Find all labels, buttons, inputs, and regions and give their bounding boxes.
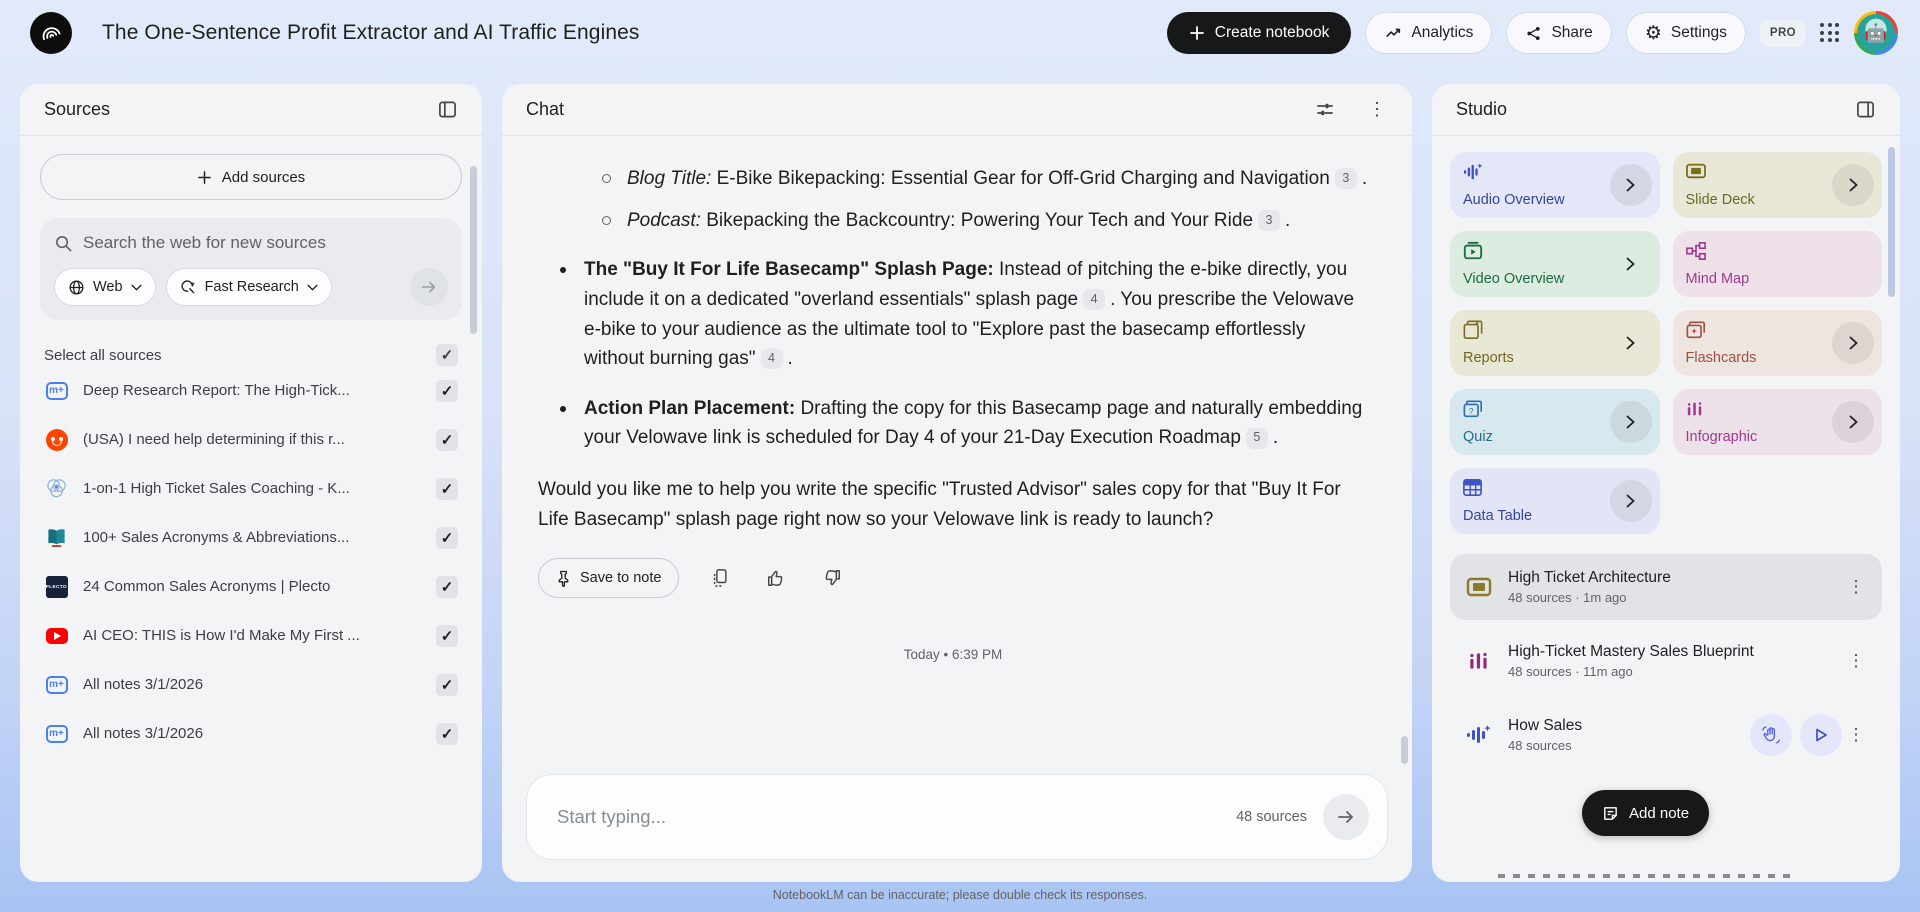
svg-text:?: ? xyxy=(1468,406,1474,416)
notebooklm-note-icon: m+ xyxy=(44,676,69,694)
sources-panel-title: Sources xyxy=(44,99,111,119)
citation-chip[interactable]: 4 xyxy=(761,348,783,369)
tile-label: Video Overview xyxy=(1463,271,1565,287)
disclaimer-text: NotebookLM can be inaccurate; please double check its responses. xyxy=(772,888,1148,902)
send-button[interactable] xyxy=(1323,794,1369,840)
citation-chip[interactable]: 3 xyxy=(1258,210,1280,231)
source-title: (USA) I need help determining if this r... xyxy=(83,431,345,448)
studio-item-title: High-Ticket Mastery Sales Blueprint xyxy=(1508,643,1754,660)
studio-item-meta: 48 sources · 1m ago xyxy=(1508,590,1627,605)
bullet-lead: The "Buy It For Life Basecamp" Splash Page: xyxy=(584,259,994,281)
source-title: 24 Common Sales Acronyms | Plecto xyxy=(83,578,331,595)
web-chip-label: Web xyxy=(93,279,123,295)
chat-closing-question: Would you like me to help you write the specific "Trusted Advisor" sales copy for that "Buy It For Life Basecamp" splash page right now so your Velowave link is ready to launch? xyxy=(538,479,1341,530)
sources-scrollbar[interactable] xyxy=(470,166,477,334)
bullet-lead: Action Plan Placement: xyxy=(584,397,796,419)
chat-bullet: Action Plan Placement: Drafting the copy for this Basecamp page and naturally embedding your Velowave link is scheduled for Day 4 of your 21-Day Execution Roadmap 5 . xyxy=(560,394,1368,453)
chevron-right-icon[interactable] xyxy=(1610,322,1652,364)
studio-scrollbar[interactable] xyxy=(1888,147,1895,297)
studio-item-partial xyxy=(1498,874,1798,878)
sub-bullet-text: E-Bike Bikepacking: Essential Gear for Off-Grid Charging and Navigation xyxy=(711,168,1330,189)
bullet-marker xyxy=(560,406,566,412)
source-row[interactable] xyxy=(40,562,462,611)
notebooklm-note-icon: m+ xyxy=(44,725,69,743)
tile-label: Flashcards xyxy=(1685,350,1757,366)
share-label: Share xyxy=(1551,24,1593,41)
play-icon xyxy=(1813,727,1829,743)
settings-button[interactable] xyxy=(1626,12,1746,54)
studio-artifact-list xyxy=(1450,554,1882,768)
sub-bullet-text: Bikepacking the Backcountry: Powering Your Tech and Your Ride xyxy=(700,209,1254,231)
chat-more-options-icon[interactable]: ⋮ xyxy=(1368,99,1386,119)
chevron-down-icon xyxy=(307,284,318,291)
tile-audio-overview[interactable] xyxy=(1450,152,1660,218)
source-count: 48 sources xyxy=(1236,809,1307,825)
studio-item[interactable] xyxy=(1450,628,1882,694)
plus-icon xyxy=(1189,25,1205,41)
infographic-icon xyxy=(1464,649,1494,673)
item-more-options-icon[interactable]: ⋮ xyxy=(1847,651,1865,670)
collapse-sources-panel-icon[interactable] xyxy=(432,95,462,125)
tile-flashcards[interactable] xyxy=(1673,310,1883,376)
source-row[interactable] xyxy=(40,513,462,562)
studio-tile-grid xyxy=(1450,152,1882,534)
user-avatar[interactable] xyxy=(1854,11,1898,55)
notebooklm-logo-icon[interactable] xyxy=(30,12,72,54)
add-note-button[interactable] xyxy=(1582,790,1709,836)
chat-bullet: The "Buy It For Life Basecamp" Splash Page: Instead of pitching the e-bike directly, you include it on a dedicated "overland essentials" splash page 4 . You prescribe the Velowave e-bike to your audience as the ultimate tool to "Explore past the basecamp effortlessly without burning gas" 4 . xyxy=(560,255,1368,374)
chat-panel xyxy=(502,84,1412,882)
chat-input-bar xyxy=(526,774,1388,860)
source-row[interactable] xyxy=(40,366,462,415)
arrow-right-icon xyxy=(1336,807,1356,827)
save-to-note-button[interactable] xyxy=(538,558,679,598)
chat-scrollbar[interactable] xyxy=(1401,736,1408,764)
chevron-right-icon[interactable] xyxy=(1832,322,1874,364)
studio-panel xyxy=(1432,84,1900,882)
google-apps-grid-icon[interactable] xyxy=(1820,23,1840,43)
source-row[interactable] xyxy=(40,415,462,464)
video-overview-icon xyxy=(1462,241,1484,261)
chevron-down-icon xyxy=(131,284,142,291)
chevron-right-icon[interactable] xyxy=(1610,164,1652,206)
share-button[interactable] xyxy=(1506,12,1611,54)
analytics-button[interactable] xyxy=(1365,12,1492,54)
item-more-options-icon[interactable]: ⋮ xyxy=(1847,725,1865,744)
slide-deck-icon xyxy=(1685,162,1707,180)
add-sources-label: Add sources xyxy=(221,168,306,186)
chevron-right-icon[interactable] xyxy=(1610,401,1652,443)
interactive-mode-button[interactable] xyxy=(1750,714,1792,756)
source-title: 1-on-1 High Ticket Sales Coaching - K... xyxy=(83,480,350,497)
slide-deck-icon xyxy=(1464,577,1494,597)
sub-bullet-label: Podcast: xyxy=(627,209,701,231)
avatar-robot-image: 🤖 xyxy=(1857,14,1895,52)
share-icon xyxy=(1525,25,1542,42)
response-actions xyxy=(538,558,1368,598)
sources-panel xyxy=(20,84,482,882)
tile-reports[interactable] xyxy=(1450,310,1660,376)
tile-label: Infographic xyxy=(1685,429,1758,445)
citation-chip[interactable]: 5 xyxy=(1246,428,1268,449)
notebook-title: The One-Sentence Profit Extractor and AI Traffic Engines xyxy=(102,21,640,44)
trending-up-icon xyxy=(1384,24,1402,42)
infographic-icon xyxy=(1685,399,1705,419)
mind-map-icon xyxy=(1685,241,1707,261)
play-button[interactable] xyxy=(1800,714,1842,756)
citation-chip[interactable]: 4 xyxy=(1083,289,1105,310)
globe-icon xyxy=(68,279,85,296)
tile-label: Slide Deck xyxy=(1685,192,1755,208)
chevron-right-icon[interactable] xyxy=(1832,401,1874,443)
source-row[interactable] xyxy=(40,660,462,709)
select-all-row xyxy=(40,344,462,366)
research-sparkle-icon xyxy=(180,279,197,296)
tile-label: Data Table xyxy=(1463,508,1533,524)
chevron-right-icon[interactable] xyxy=(1610,480,1652,522)
create-notebook-label: Create notebook xyxy=(1214,24,1330,41)
copy-icon[interactable] xyxy=(705,563,735,593)
tile-label: Audio Overview xyxy=(1463,192,1565,208)
flashcards-icon xyxy=(1685,320,1707,340)
tile-label: Mind Map xyxy=(1685,271,1750,287)
thumbs-down-icon[interactable] xyxy=(817,563,847,593)
gear-icon: ⚙ xyxy=(1644,22,1662,44)
source-search-input[interactable] xyxy=(83,233,448,253)
collapse-studio-panel-icon[interactable] xyxy=(1850,95,1880,125)
source-checkbox[interactable]: ✓ xyxy=(436,625,458,647)
plus-icon xyxy=(197,170,212,185)
create-notebook-button[interactable] xyxy=(1167,12,1352,54)
chat-input[interactable] xyxy=(557,806,1236,828)
plecto-icon: PLECTO xyxy=(44,576,69,598)
search-submit-button[interactable] xyxy=(410,268,448,306)
arrow-right-icon xyxy=(420,278,438,296)
web-source-type-dropdown[interactable] xyxy=(54,268,156,306)
book-icon xyxy=(44,527,69,548)
hollow-bullet-marker xyxy=(602,216,611,225)
tile-quiz[interactable] xyxy=(1450,389,1660,455)
research-mode-dropdown[interactable] xyxy=(166,268,332,306)
pin-icon xyxy=(556,570,571,587)
top-bar xyxy=(0,0,1920,66)
add-note-label: Add note xyxy=(1629,804,1690,822)
source-checkbox[interactable]: ✓ xyxy=(436,429,458,451)
source-checkbox[interactable]: ✓ xyxy=(436,576,458,598)
source-checkbox[interactable]: ✓ xyxy=(436,380,458,402)
tile-label: Quiz xyxy=(1463,429,1493,445)
studio-panel-title: Studio xyxy=(1456,99,1508,119)
fast-research-chip-label: Fast Research xyxy=(204,279,299,295)
source-title: All notes 3/1/2026 xyxy=(83,676,204,693)
studio-item-title: How Sales xyxy=(1508,717,1583,734)
note-icon xyxy=(1602,805,1619,822)
settings-label: Settings xyxy=(1670,24,1727,41)
chat-sub-bullet: Blog Title: E-Bike Bikepacking: Essential Gear for Off-Grid Charging and Navigation 3 . xyxy=(602,164,1368,194)
web-search-card xyxy=(40,218,462,320)
studio-item-meta: 48 sources · 11m ago xyxy=(1508,664,1633,679)
venn-diagram-icon xyxy=(44,477,69,500)
tile-data-table[interactable] xyxy=(1450,468,1660,534)
data-table-icon xyxy=(1462,478,1483,497)
citation-chip[interactable]: 3 xyxy=(1335,168,1357,189)
studio-item-meta: 48 sources xyxy=(1508,738,1572,753)
source-title: All notes 3/1/2026 xyxy=(83,725,204,742)
thumbs-up-icon[interactable] xyxy=(761,563,791,593)
source-title: AI CEO: THIS is How I'd Make My First ... xyxy=(83,627,360,644)
pro-badge: PRO xyxy=(1760,20,1806,47)
waving-hand-icon xyxy=(1760,724,1782,746)
source-row[interactable] xyxy=(40,709,462,758)
chevron-right-icon[interactable] xyxy=(1832,164,1874,206)
source-checkbox[interactable]: ✓ xyxy=(436,674,458,696)
search-icon xyxy=(54,234,73,253)
analytics-label: Analytics xyxy=(1411,24,1474,41)
add-sources-button[interactable] xyxy=(40,154,462,200)
save-to-note-label: Save to note xyxy=(580,570,662,587)
source-row[interactable] xyxy=(40,611,462,660)
chevron-right-icon[interactable] xyxy=(1610,243,1652,285)
select-all-label: Select all sources xyxy=(44,346,162,364)
hollow-bullet-marker xyxy=(602,174,611,183)
bullet-marker xyxy=(560,267,566,273)
studio-item[interactable] xyxy=(1450,554,1882,620)
tile-video-overview[interactable] xyxy=(1450,231,1660,297)
source-checkbox[interactable]: ✓ xyxy=(436,527,458,549)
audio-waveform-icon xyxy=(1464,723,1494,747)
source-checkbox[interactable]: ✓ xyxy=(436,478,458,500)
reddit-icon xyxy=(44,429,69,451)
source-row[interactable] xyxy=(40,464,462,513)
studio-item-title: High Ticket Architecture xyxy=(1508,569,1671,586)
item-more-options-icon[interactable]: ⋮ xyxy=(1847,577,1865,596)
tile-slide-deck[interactable] xyxy=(1673,152,1883,218)
date-divider: Today • 6:39 PM xyxy=(903,647,1003,663)
reports-icon xyxy=(1462,320,1484,340)
tile-infographic[interactable] xyxy=(1673,389,1883,455)
source-checkbox[interactable]: ✓ xyxy=(436,723,458,745)
chat-response xyxy=(502,136,1412,665)
tile-label: Reports xyxy=(1463,350,1514,366)
youtube-icon xyxy=(44,628,69,644)
notebooklm-note-icon: m+ xyxy=(44,382,69,400)
tile-mind-map[interactable] xyxy=(1673,231,1883,297)
chat-sub-bullet: Podcast: Bikepacking the Backcountry: Powering Your Tech and Your Ride 3 . xyxy=(602,206,1368,236)
quiz-icon xyxy=(1462,399,1484,419)
audio-waveform-icon xyxy=(1462,162,1484,182)
studio-item[interactable] xyxy=(1450,702,1882,768)
chat-settings-tune-icon[interactable] xyxy=(1310,95,1340,125)
select-all-checkbox[interactable]: ✓ xyxy=(436,344,458,366)
source-title: Deep Research Report: The High-Tick... xyxy=(83,382,350,399)
chat-panel-title: Chat xyxy=(526,99,565,119)
source-title: 100+ Sales Acronyms & Abbreviations... xyxy=(83,529,350,546)
sub-bullet-label: Blog Title: xyxy=(627,168,712,189)
